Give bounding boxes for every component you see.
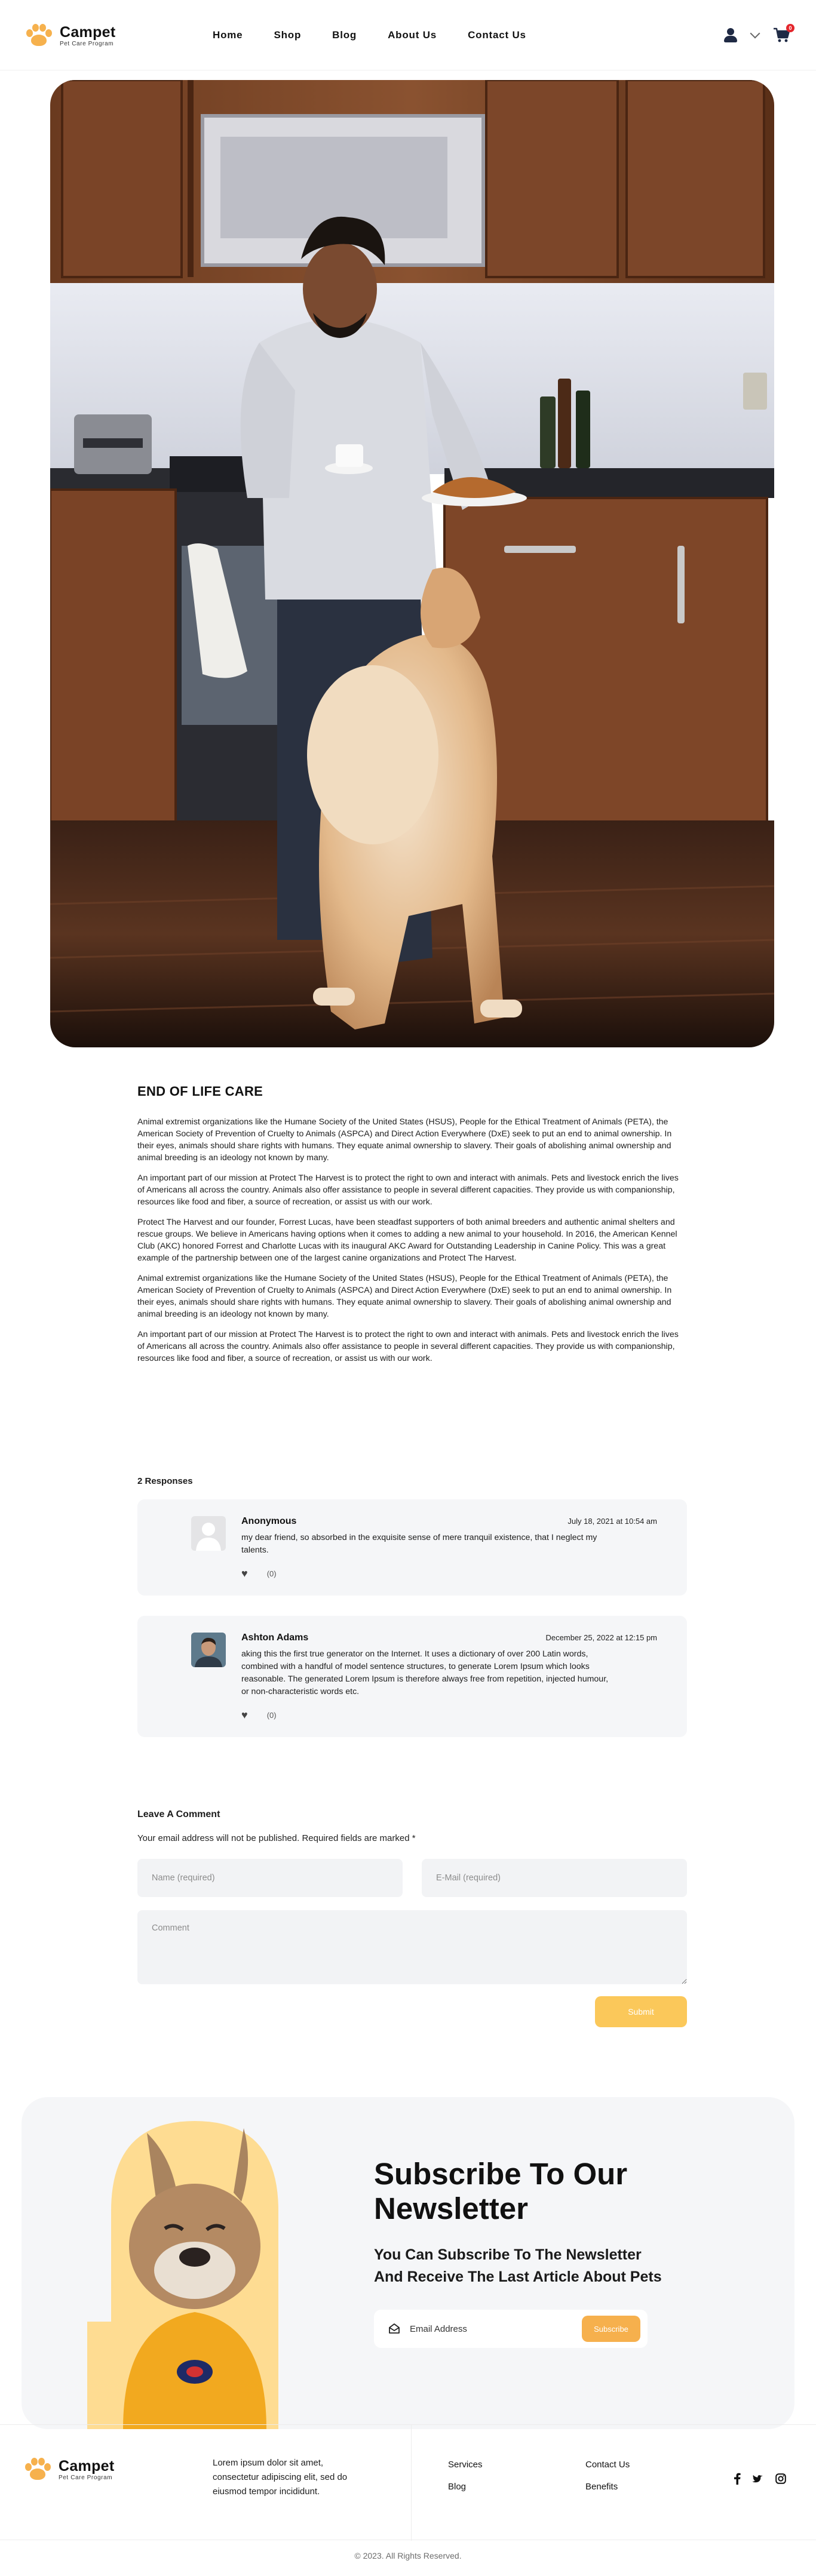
brand-logo[interactable] <box>25 23 186 47</box>
mail-icon <box>388 2323 400 2335</box>
paw-icon <box>24 2457 51 2481</box>
heart-icon[interactable]: ♥ <box>241 1567 248 1579</box>
responses-section <box>137 1476 687 1757</box>
site-header <box>0 0 816 70</box>
nav-blog[interactable]: Blog <box>332 29 357 41</box>
footer-link-contact-us[interactable]: Contact Us <box>585 2460 630 2470</box>
comment-text: aking this the first true generator on the Internet. It uses a dictionary of over 200 Latin words, combined with a handful of model sentence structures, to generate Lorem Ipsum which looks reasonable. The generated Lorem Ipsum is therefore always free from repetition, injected humour, or non-characteristic words etc. <box>241 1649 609 1696</box>
chevron-down-icon[interactable] <box>750 29 760 39</box>
footer-link-blog[interactable]: Blog <box>448 2482 467 2492</box>
site-footer <box>0 2424 816 2540</box>
email-field[interactable] <box>422 1859 687 1897</box>
main-nav <box>213 29 526 41</box>
comment-card <box>137 1499 687 1596</box>
newsletter-title: Subscribe To Our Newsletter <box>374 2157 628 2225</box>
paw-icon <box>25 23 53 47</box>
comment-form <box>137 1809 687 2027</box>
nav-home[interactable]: Home <box>213 29 243 41</box>
avatar <box>191 1633 226 1667</box>
subscribe-button[interactable]: Subscribe <box>582 2316 640 2342</box>
footer-link-benefits[interactable]: Benefits <box>585 2482 618 2492</box>
article-body <box>137 1084 687 1373</box>
comment-form-heading: Leave A Comment <box>137 1809 220 1819</box>
comment-card <box>137 1616 687 1737</box>
nav-shop[interactable]: Shop <box>274 29 302 41</box>
copyright: © 2023. All Rights Reserved. <box>354 2551 462 2560</box>
user-icon[interactable] <box>724 27 737 43</box>
cart-count-badge: 0 <box>786 24 794 32</box>
newsletter-section <box>22 2097 794 2429</box>
hero-photo <box>50 80 774 1047</box>
newsletter-subtitle: You Can Subscribe To The Newsletter And Receive The Last Article About Pets <box>374 2246 662 2285</box>
brand-name: Campet <box>60 23 116 41</box>
twitter-icon[interactable] <box>751 2473 765 2484</box>
avatar <box>191 1516 226 1551</box>
footer-brand-tagline: Pet Care Program <box>59 2474 113 2481</box>
submit-button[interactable]: Submit <box>595 1996 687 2027</box>
article-paragraph: Animal extremist organizations like the Humane Society of the United States (HSUS), People for the Ethical Treatment of Animals (PETA), the American Society of Prevention of Cruelty to Animals (ASPCA) and Direct Action Everywhere (DxE) seek to put an end to animal ownership. In their eyes, animals should share rights with humans. They equate animal ownership to slavery. Their goals of abolishing animal ownership and animal breeding is an ideology not known by many. <box>137 1117 672 1163</box>
social-links <box>734 2473 786 2485</box>
nav-contact-us[interactable]: Contact Us <box>468 29 526 41</box>
comment-textarea[interactable] <box>137 1910 687 1984</box>
footer-description: Lorem ipsum dolor sit amet, consectetur adipiscing elit, sed do eiusmod tempor incididunt. <box>213 2458 348 2497</box>
footer-link-services[interactable]: Services <box>448 2460 483 2470</box>
like-count: (0) <box>266 1711 277 1720</box>
brand-tagline: Pet Care Program <box>60 40 114 47</box>
nav-about-us[interactable]: About Us <box>388 29 437 41</box>
comment-date: July 18, 2021 at 10:54 am <box>567 1517 657 1526</box>
article-paragraph: An important part of our mission at Protect The Harvest is to protect the right to own and interact with animals. Pets and livestock enrich the lives of Americans all across the country. Animals also offer assistance to people in several different capacities. They provide us with companionship, resources like food and fiber, a source of recreation, or assist us with our work. <box>137 1330 679 1363</box>
instagram-icon[interactable] <box>775 2473 786 2484</box>
heart-icon[interactable]: ♥ <box>241 1709 248 1721</box>
dog-photo <box>87 2121 302 2429</box>
footer-links <box>448 2460 705 2492</box>
comment-text: my dear friend, so absorbed in the exquisite sense of mere tranquil existence, that I neglect my talents. <box>241 1533 597 1555</box>
comment-date: December 25, 2022 at 12:15 pm <box>545 1633 657 1642</box>
like-count: (0) <box>266 1569 277 1578</box>
article-paragraph: Animal extremist organizations like the Humane Society of the United States (HSUS), People for the Ethical Treatment of Animals (PETA), the American Society of Prevention of Cruelty to Animals (ASPCA) and Direct Action Everywhere (DxE) seek to put an end to animal ownership. In their eyes, animals should share rights with humans. They equate animal ownership to slavery. Their goals of abolishing animal ownership and animal breeding is an ideology not known by many. <box>137 1274 672 1319</box>
footer-brand-name: Campet <box>59 2457 115 2474</box>
article-paragraph: Protect The Harvest and our founder, Forrest Lucas, have been steadfast supporters of both animal breeders and authentic animal shelters and rescue groups. We believe in Americans having options when it comes to adding a new animal to your household. In 2016, the American Kennel Club (AKC) honored Forrest and Charlotte Lucas with its inaugural AKC Award for Outstanding Leadership in Canine Policy. This was a great example of the partnership between one of the largest canine organizations and Protect The Harvest. <box>137 1218 677 1263</box>
article-paragraph: An important part of our mission at Protect The Harvest is to protect the right to own and interact with animals. Pets and livestock enrich the lives of Americans all across the country. Animals also offer assistance to people in several different capacities. They provide us with companionship, resources like food and fiber, a source of recreation, or assist us with our work. <box>137 1173 679 1207</box>
newsletter-email-input[interactable] <box>410 2324 572 2334</box>
footer-logo[interactable] <box>24 2457 115 2481</box>
article-title: END OF LIFE CARE <box>137 1084 263 1099</box>
facebook-icon[interactable] <box>734 2473 741 2485</box>
comment-author: Anonymous <box>241 1516 297 1526</box>
responses-heading: 2 Responses <box>137 1476 193 1486</box>
newsletter-form <box>374 2310 648 2348</box>
cart-button[interactable] <box>773 27 791 43</box>
comment-form-note: Your email address will not be published. Required fields are marked * <box>137 1833 416 1843</box>
comment-author: Ashton Adams <box>241 1633 309 1643</box>
name-field[interactable] <box>137 1859 403 1897</box>
